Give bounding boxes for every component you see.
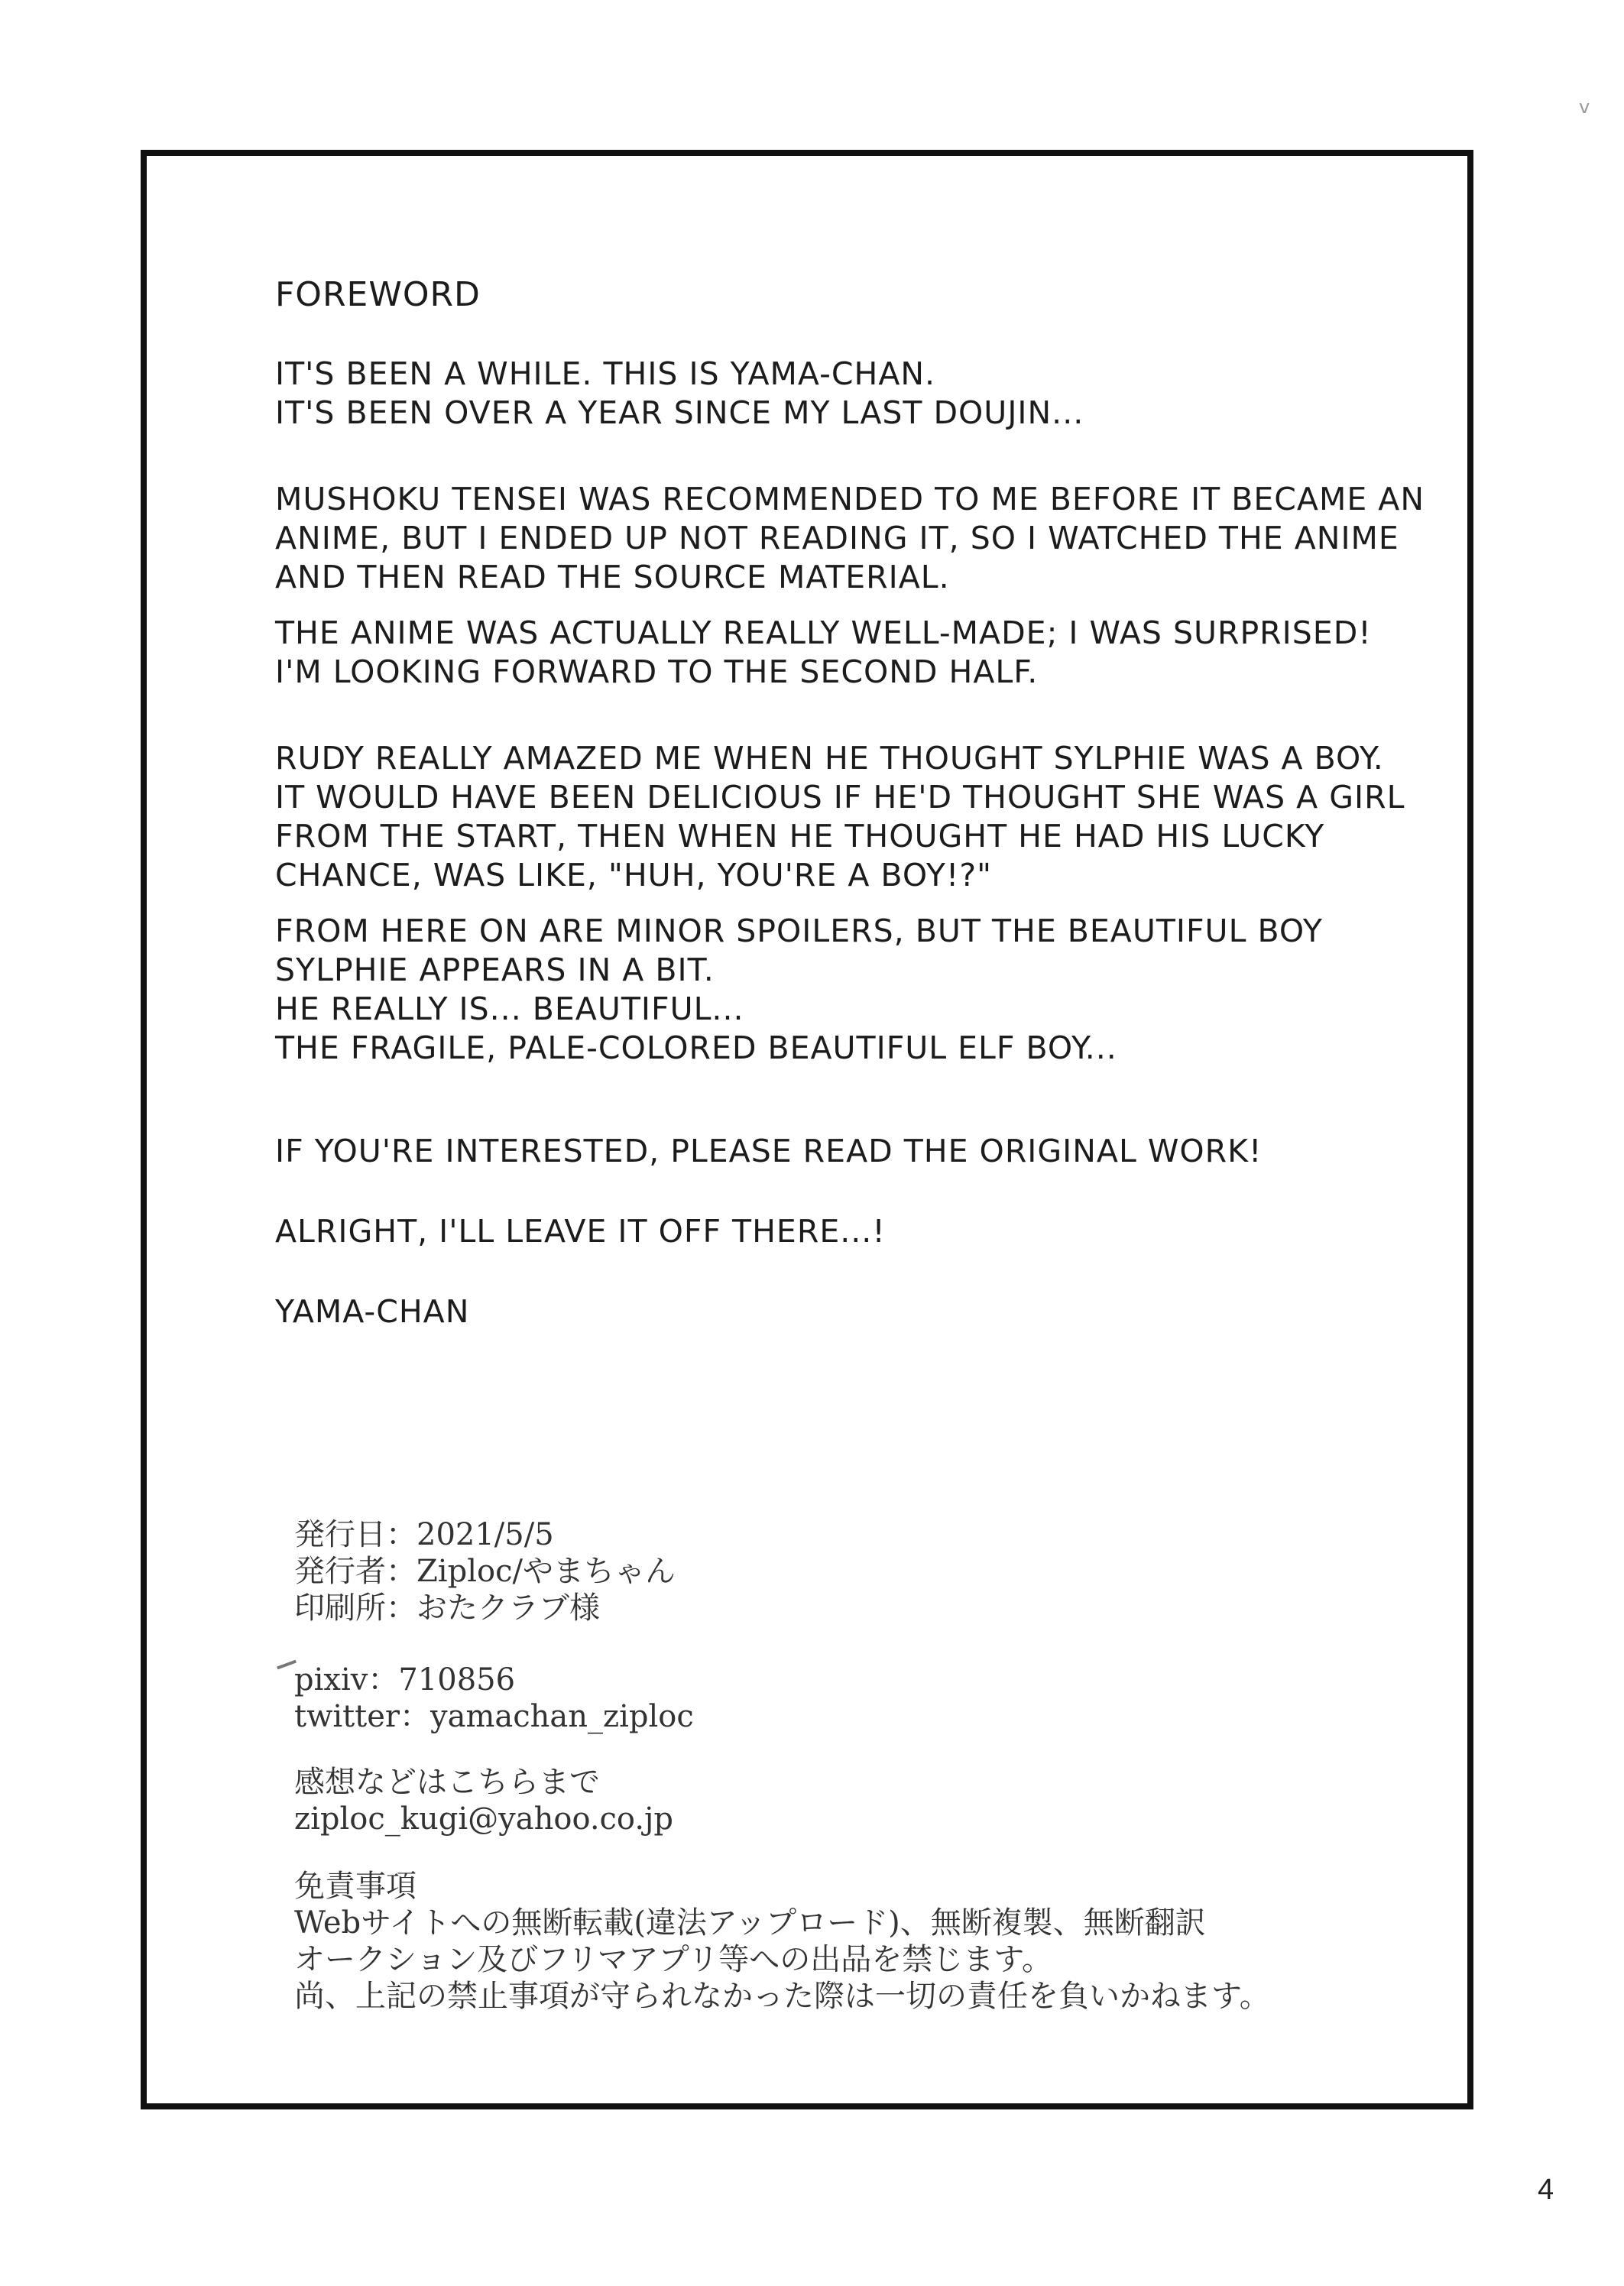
colophon [294,1516,1270,2015]
text-line: FROM HERE ON ARE MINOR SPOILERS, BUT THE BEAUTIFUL BOY [275,913,1323,949]
signature-line: YAMA-CHAN [275,1293,470,1330]
foreword-paragraph-2 [275,480,1425,597]
foreword-paragraph-4 [275,739,1406,895]
text-line: IT'S BEEN OVER A YEAR SINCE MY LAST DOUJIN... [275,394,1084,431]
text-line: ALRIGHT, I'LL LEAVE IT OFF THERE...! [275,1213,886,1250]
text-line: HE REALLY IS... BEAUTIFUL... [275,991,744,1027]
text-line: AND THEN READ THE SOURCE MATERIAL. [275,559,950,595]
social-info [294,1662,1270,1735]
contact-info [294,1764,1270,1837]
text-line: THE FRAGILE, PALE-COLORED BEAUTIFUL ELF BOY... [275,1030,1117,1066]
page-number: 4 [1538,2174,1554,2206]
twitter-handle: twitter：yamachan_ziploc [294,1699,694,1734]
disclaimer-title: 免責事項 [294,1869,417,1904]
text-line: I'M LOOKING FORWARD TO THE SECOND HALF. [275,653,1039,690]
foreword-section [275,275,1425,1331]
publish-date: 発行日：2021/5/5 [294,1517,554,1552]
disclaimer-line: オークション及びフリマアプリ等への出品を禁じます。 [294,1942,1052,1977]
text-line: ANIME, BUT I ENDED UP NOT READING IT, SO I WATCHED THE ANIME [275,520,1399,556]
foreword-title: FOREWORD [275,275,481,314]
text-line: MUSHOKU TENSEI WAS RECOMMENDED TO ME BEFORE IT BECAME AN [275,481,1425,517]
text-line: SYLPHIE APPEARS IN A BIT. [275,952,715,988]
email-address: ziploc_kugi@yahoo.co.jp [294,1801,674,1837]
foreword-paragraph-6 [275,1132,1406,1171]
foreword-paragraph-5 [275,912,1406,1068]
publication-info [294,1516,1270,1626]
text-line: RUDY REALLY AMAZED ME WHEN HE THOUGHT SYLPHIE WAS A BOY. [275,740,1384,777]
text-line: IT'S BEEN A WHILE. THIS IS YAMA-CHAN. [275,355,936,392]
pixiv-id: pixiv：710856 [294,1662,516,1697]
text-line: CHANCE, WAS LIKE, "HUH, YOU'RE A BOY!?" [275,857,992,893]
printer: 印刷所：おたクラブ様 [294,1590,600,1626]
foreword-signature [275,1292,1406,1331]
disclaimer-line: 尚、上記の禁止事項が守られなかった際は一切の責任を負いかねます。 [294,1979,1270,2014]
text-line: THE ANIME WAS ACTUALLY REALLY WELL-MADE; I WAS SURPRISED! [275,614,1372,651]
feedback-label: 感想などはこちらまで [294,1765,600,1800]
text-line: FROM THE START, THEN WHEN HE THOUGHT HE HAD HIS LUCKY [275,818,1325,854]
corner-mark: v [1579,96,1590,118]
foreword-paragraph-3 [275,614,1406,692]
text-line: IT WOULD HAVE BEEN DELICIOUS IF HE'D THOUGHT SHE WAS A GIRL [275,779,1405,816]
disclaimer-line: Webサイトへの無断転載(違法アップロード)、無断複製、無断翻訳 [294,1905,1206,1941]
publisher: 発行者：Ziploc/やまちゃん [294,1554,676,1589]
foreword-paragraph-1 [275,355,1406,433]
disclaimer [294,1868,1270,2015]
foreword-paragraph-7 [275,1212,1406,1251]
text-line: IF YOU'RE INTERESTED, PLEASE READ THE ORIGINAL WORK! [275,1133,1263,1169]
